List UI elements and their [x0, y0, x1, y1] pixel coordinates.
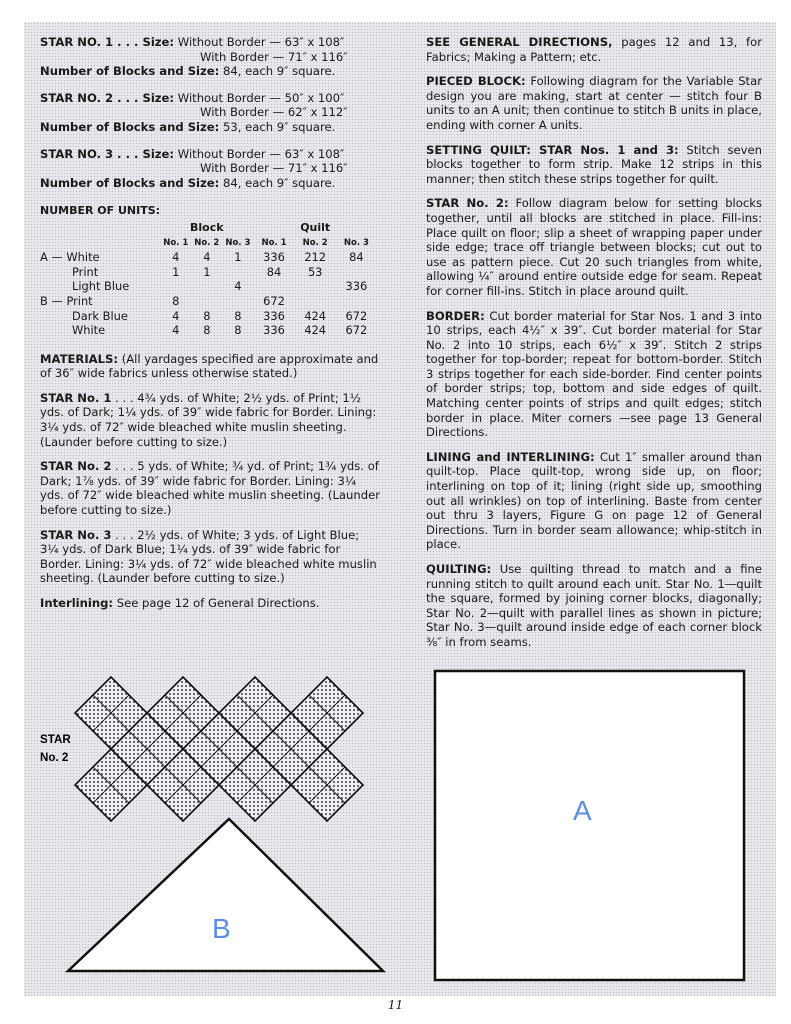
units-cell: 4: [234, 279, 242, 294]
directions-paragraph-text: Following diagram for the Variable Star design you are making, start at center — stitch four B units to an A unit; then continue to stitch B units in place, ending with corner A units.: [426, 74, 762, 132]
units-subheader: No. 3: [343, 237, 369, 248]
directions-paragraph-text: Cut border material for Star Nos. 1 and 3 into 10 strips, each 4½″ x 39″. Cut border material for Star No. 2 into 10 strips, each 6½″ x 39″. Stitch 2 strips together for top-border; repeat for bottom-border. Stitch 3 strips together for each side-border. Find center points of border strips; top, bottom and side edges of quilt. Matching center points of strips and quilt edges; stitch border in place. Miter corners —see page 13 General Directions.: [426, 308, 762, 440]
units-cell: 4: [172, 323, 180, 338]
materials-paragraph-text: See page 12 of General Directions.: [113, 596, 320, 610]
units-row-label: Light Blue: [72, 279, 130, 294]
spec-blocks-value: 84, each 9″ square.: [222, 175, 336, 190]
units-cell: 8: [234, 308, 242, 323]
directions-paragraph-heading: SETTING QUILT: STAR Nos. 1 and 3:: [426, 142, 679, 157]
directions-paragraph-heading: QUILTING:: [426, 562, 492, 576]
star-no2-setting-diagram: [75, 677, 363, 821]
units-cell: 8: [172, 293, 180, 308]
units-cell: 336: [263, 308, 285, 323]
star-figure-label-line2: No. 2: [40, 751, 69, 764]
units-group-block: Block: [190, 220, 224, 234]
materials-paragraph-heading: Interlining:: [40, 596, 114, 610]
materials-paragraph-heading: STAR No. 3: [40, 527, 112, 542]
materials-paragraph-text: (All yardages specified are approximate and of 36″ wide fabrics unless otherwise stated.): [40, 351, 379, 381]
units-row-label: B — Print: [40, 293, 93, 308]
units-cell: 84: [266, 264, 282, 279]
spec-blocks-label: Number of Blocks and Size:: [40, 119, 220, 134]
units-cell: 84: [349, 250, 364, 265]
directions-paragraph-heading: LINING and INTERLINING:: [426, 449, 595, 464]
units-cell: 672: [263, 293, 285, 308]
units-cell: 1: [234, 250, 242, 265]
units-cell: 336: [263, 250, 285, 265]
spec-blocks-label: Number of Blocks and Size:: [40, 175, 220, 190]
units-subheader: No. 2: [194, 237, 220, 248]
units-row-label: White: [72, 323, 106, 338]
spec-without-border: Without Border — 50″ x 100″: [177, 90, 345, 105]
spec-without-border: Without Border — 63″ x 108″: [177, 35, 345, 49]
directions-paragraph-heading: BORDER:: [426, 308, 485, 323]
units-cell: 4: [172, 250, 180, 265]
star-figure-label-line1: STAR: [40, 733, 71, 746]
spec-title: STAR NO. 3 . . . Size:: [40, 146, 175, 161]
pattern-piece-a-label: A: [573, 795, 592, 826]
materials-paragraph-heading: STAR No. 1: [40, 390, 112, 405]
units-cell: 424: [304, 308, 327, 323]
page-number: 11: [387, 998, 404, 1012]
directions-paragraph-text: Follow diagram below for setting blocks together, until all blocks are stitched in place. Fill-ins: Place quilt on floor; slip a sheet of wrapping paper under side edge; trace off triangle between blocks; cut out to use as pattern piece. Cut 20 such triangles from white, allowing ¼″ around entire outside edge for seam. Repeat for corner fill-ins. Stitch in place around quilt.: [426, 196, 762, 298]
units-cell: 336: [345, 279, 368, 294]
units-cell: 672: [345, 323, 368, 338]
materials-paragraph-text: . . . 5 yds. of White; ¾ yd. of Print; 1¾ yds. of Dark; 1⅞ yds. of 39″ wide fabric for Border. Lining: 3¼ yds. of 72″ wide bleached white muslin sheeting. (Launder before cutting to size.): [40, 459, 380, 518]
units-cell: 8: [234, 323, 242, 338]
spec-blocks-value: 53, each 9″ square.: [222, 119, 336, 134]
directions-paragraph-text: Cut 1″ smaller around than quilt-top. Place quilt-top, wrong side up, on floor; interlining on top of it; lining (right side up, smoothing out all wrinkles) on top of interlining. Baste from center out thru 3 layers, Figure G on page 12 of General Directions. Turn in border seam allowance; whip-stitch in place.: [426, 449, 763, 552]
units-cell: 4: [203, 250, 211, 265]
units-row-label: A — White: [40, 250, 100, 265]
materials-paragraph-text: . . . 4¾ yds. of White; 2½ yds. of Print; 1½ yds. of Dark; 1¼ yds. of 39″ wide fabric for Border. Lining: 3¼ yds. of 72″ wide bleached white muslin sheeting. (Launder before cutting to size.): [40, 390, 377, 449]
materials-paragraph-heading: MATERIALS:: [40, 351, 119, 366]
spec-title: STAR NO. 2 . . . Size:: [40, 90, 175, 105]
spec-blocks-label: Number of Blocks and Size:: [40, 64, 220, 79]
units-cell: 4: [172, 308, 180, 323]
directions-paragraph-text: Stitch seven blocks together to form strip. Make 12 strips in this manner; then stitch these strips together for quilt.: [426, 142, 763, 186]
units-cell: 8: [203, 308, 211, 323]
materials-paragraph-text: . . . 2½ yds. of White; 3 yds. of Light Blue; 3¼ yds. of Dark Blue; 1¼ yds. of 39″ wide fabric for Border. Lining: 3¼ yds. of 72″ wide bleached white muslin sheeting. (Launder before cutting to size.): [40, 527, 377, 586]
units-subheader: No. 3: [225, 237, 251, 248]
units-cell: 672: [345, 308, 368, 323]
directions-paragraph-heading: PIECED BLOCK:: [426, 74, 526, 89]
units-group-quilt: Quilt: [300, 220, 331, 234]
units-cell: 53: [307, 264, 323, 279]
spec-with-border: With Border — 71″ x 116″: [200, 49, 348, 64]
materials-paragraph-heading: STAR No. 2: [40, 459, 112, 474]
units-row-label: Print: [72, 264, 99, 279]
units-subheader: No. 1: [163, 237, 189, 248]
units-cell: 1: [203, 264, 211, 279]
pattern-piece-b-label: B: [212, 913, 231, 944]
spec-title: STAR NO. 1 . . . Size:: [40, 35, 175, 49]
units-cell: 212: [304, 250, 327, 265]
units-cell: 8: [203, 323, 211, 338]
directions-paragraph-heading: STAR No. 2:: [426, 196, 509, 211]
directions-paragraph-heading: SEE GENERAL DIRECTIONS,: [426, 35, 613, 49]
spec-with-border: With Border — 62″ x 112″: [200, 105, 348, 120]
units-cell: 336: [263, 323, 285, 338]
units-title: NUMBER OF UNITS:: [40, 204, 161, 218]
directions-paragraph-text: pages 12 and 13, for Fabrics; Making a Pattern; etc.: [426, 35, 763, 64]
units-subheader: No. 2: [302, 237, 328, 248]
units-subheader: No. 1: [261, 237, 287, 248]
directions-paragraph-text: Use quilting thread to match and a fine running stitch to quilt around each unit. Star No. 1—quilt the square, formed by joining corner blocks, diagonally; Star No. 2—quilt with parallel lines as shown in picture; Star No. 3—quilt around inside edge of each corner block ⅜″ in from seams.: [426, 562, 762, 649]
spec-without-border: Without Border — 63″ x 108″: [177, 146, 345, 161]
pattern-piece-b-triangle: [68, 819, 383, 971]
spec-blocks-value: 84, each 9″ square.: [222, 64, 336, 79]
units-cell: 1: [172, 264, 180, 279]
units-row-label: Dark Blue: [72, 308, 128, 323]
units-cell: 424: [304, 323, 327, 338]
spec-with-border: With Border — 71″ x 116″: [200, 161, 348, 176]
